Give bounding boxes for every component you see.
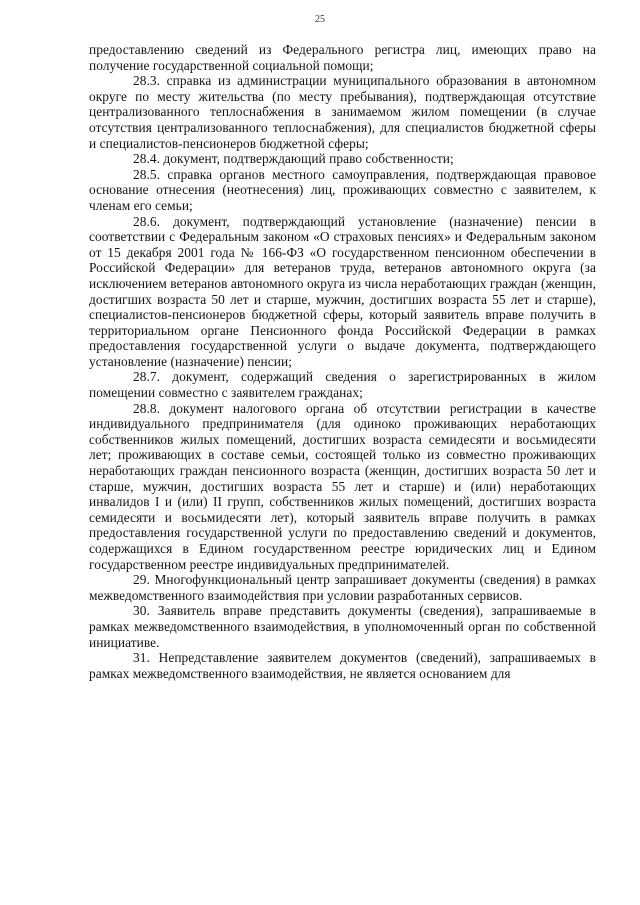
- paragraph: 30. Заявитель вправе представить документы (сведения), запрашиваемые в рамках межведомственного взаимодействия, в уполномоченный орган по собственной инициативе.: [89, 603, 596, 650]
- paragraph: предоставлению сведений из Федерального регистра лиц, имеющих право на получение государственной социальной помощи;: [89, 42, 596, 73]
- document-body: [89, 42, 596, 681]
- paragraph: 28.8. документ налогового органа об отсутствии регистрации в качестве индивидуального предпринимателя (для одиноко проживающих неработающих собственников жилых помещений, достигших возраста семидесяти и восьмидесяти лет; проживающих в составе семьи, состоящей только из совместно проживающих неработающих граждан пенсионного возраста (женщин, достигших возраста 50 лет и старше, мужчин, достигших возраста 55 лет и старше) и (или) неработающих инвалидов I и (или) II групп, собственников жилых помещений, достигших возраста семидесяти и восьмидесяти лет), который заявитель вправе получить в рамках предоставления государственной услуги по предоставлению сведений и документов, содержащихся в Едином государственном реестре юридических лиц и Едином государственном реестре индивидуальных предпринимателей.: [89, 400, 596, 572]
- paragraph: 28.5. справка органов местного самоуправления, подтверждающая правовое основание отнесения (неотнесения) лиц, проживающих совместно с заявителем, к членам его семьи;: [89, 166, 596, 213]
- paragraph: 29. Многофункциональный центр запрашивает документы (сведения) в рамках межведомственного взаимодействия при условии разработанных сервисов.: [89, 572, 596, 603]
- paragraph: 28.6. документ, подтверждающий установление (назначение) пенсии в соответствии с Федеральным законом «О страховых пенсиях» и Федеральным законом от 15 декабря 2001 года № 166-ФЗ «О государственном пенсионном обеспечении в Российской Федерации» для ветеранов труда, ветеранов автономного округа (за исключением ветеранов автономного округа из числа неработающих граждан (женщин, достигших возраста 50 лет и старше, мужчин, достигших возраста 55 лет и старше), специалистов-пенсионеров бюджетной сферы, который заявитель вправе получить в территориальном органе Пенсионного фонда Российской Федерации в рамках предоставления государственной услуги о выдаче документа, подтверждающего установление (назначение) пенсии;: [89, 213, 596, 369]
- paragraph: 28.7. документ, содержащий сведения о зарегистрированных в жилом помещении совместно с заявителем гражданах;: [89, 369, 596, 401]
- page-number: 25: [315, 14, 325, 25]
- paragraph: 31. Непредставление заявителем документов (сведений), запрашиваемых в рамках межведомственного взаимодействия, не является основанием для: [89, 650, 596, 681]
- paragraph: 28.4. документ, подтверждающий право собственности;: [133, 151, 454, 167]
- paragraph: 28.3. справка из администрации муниципального образования в автономном округе по месту жительства (по месту пребывания), подтверждающая отсутствие централизованного теплоснабжения в занимаемом жилом помещении (в случае отсутствия централизованного теплоснабжения), для специалистов бюджетной сферы и специалистов-пенсионеров бюджетной сферы;: [89, 73, 596, 151]
